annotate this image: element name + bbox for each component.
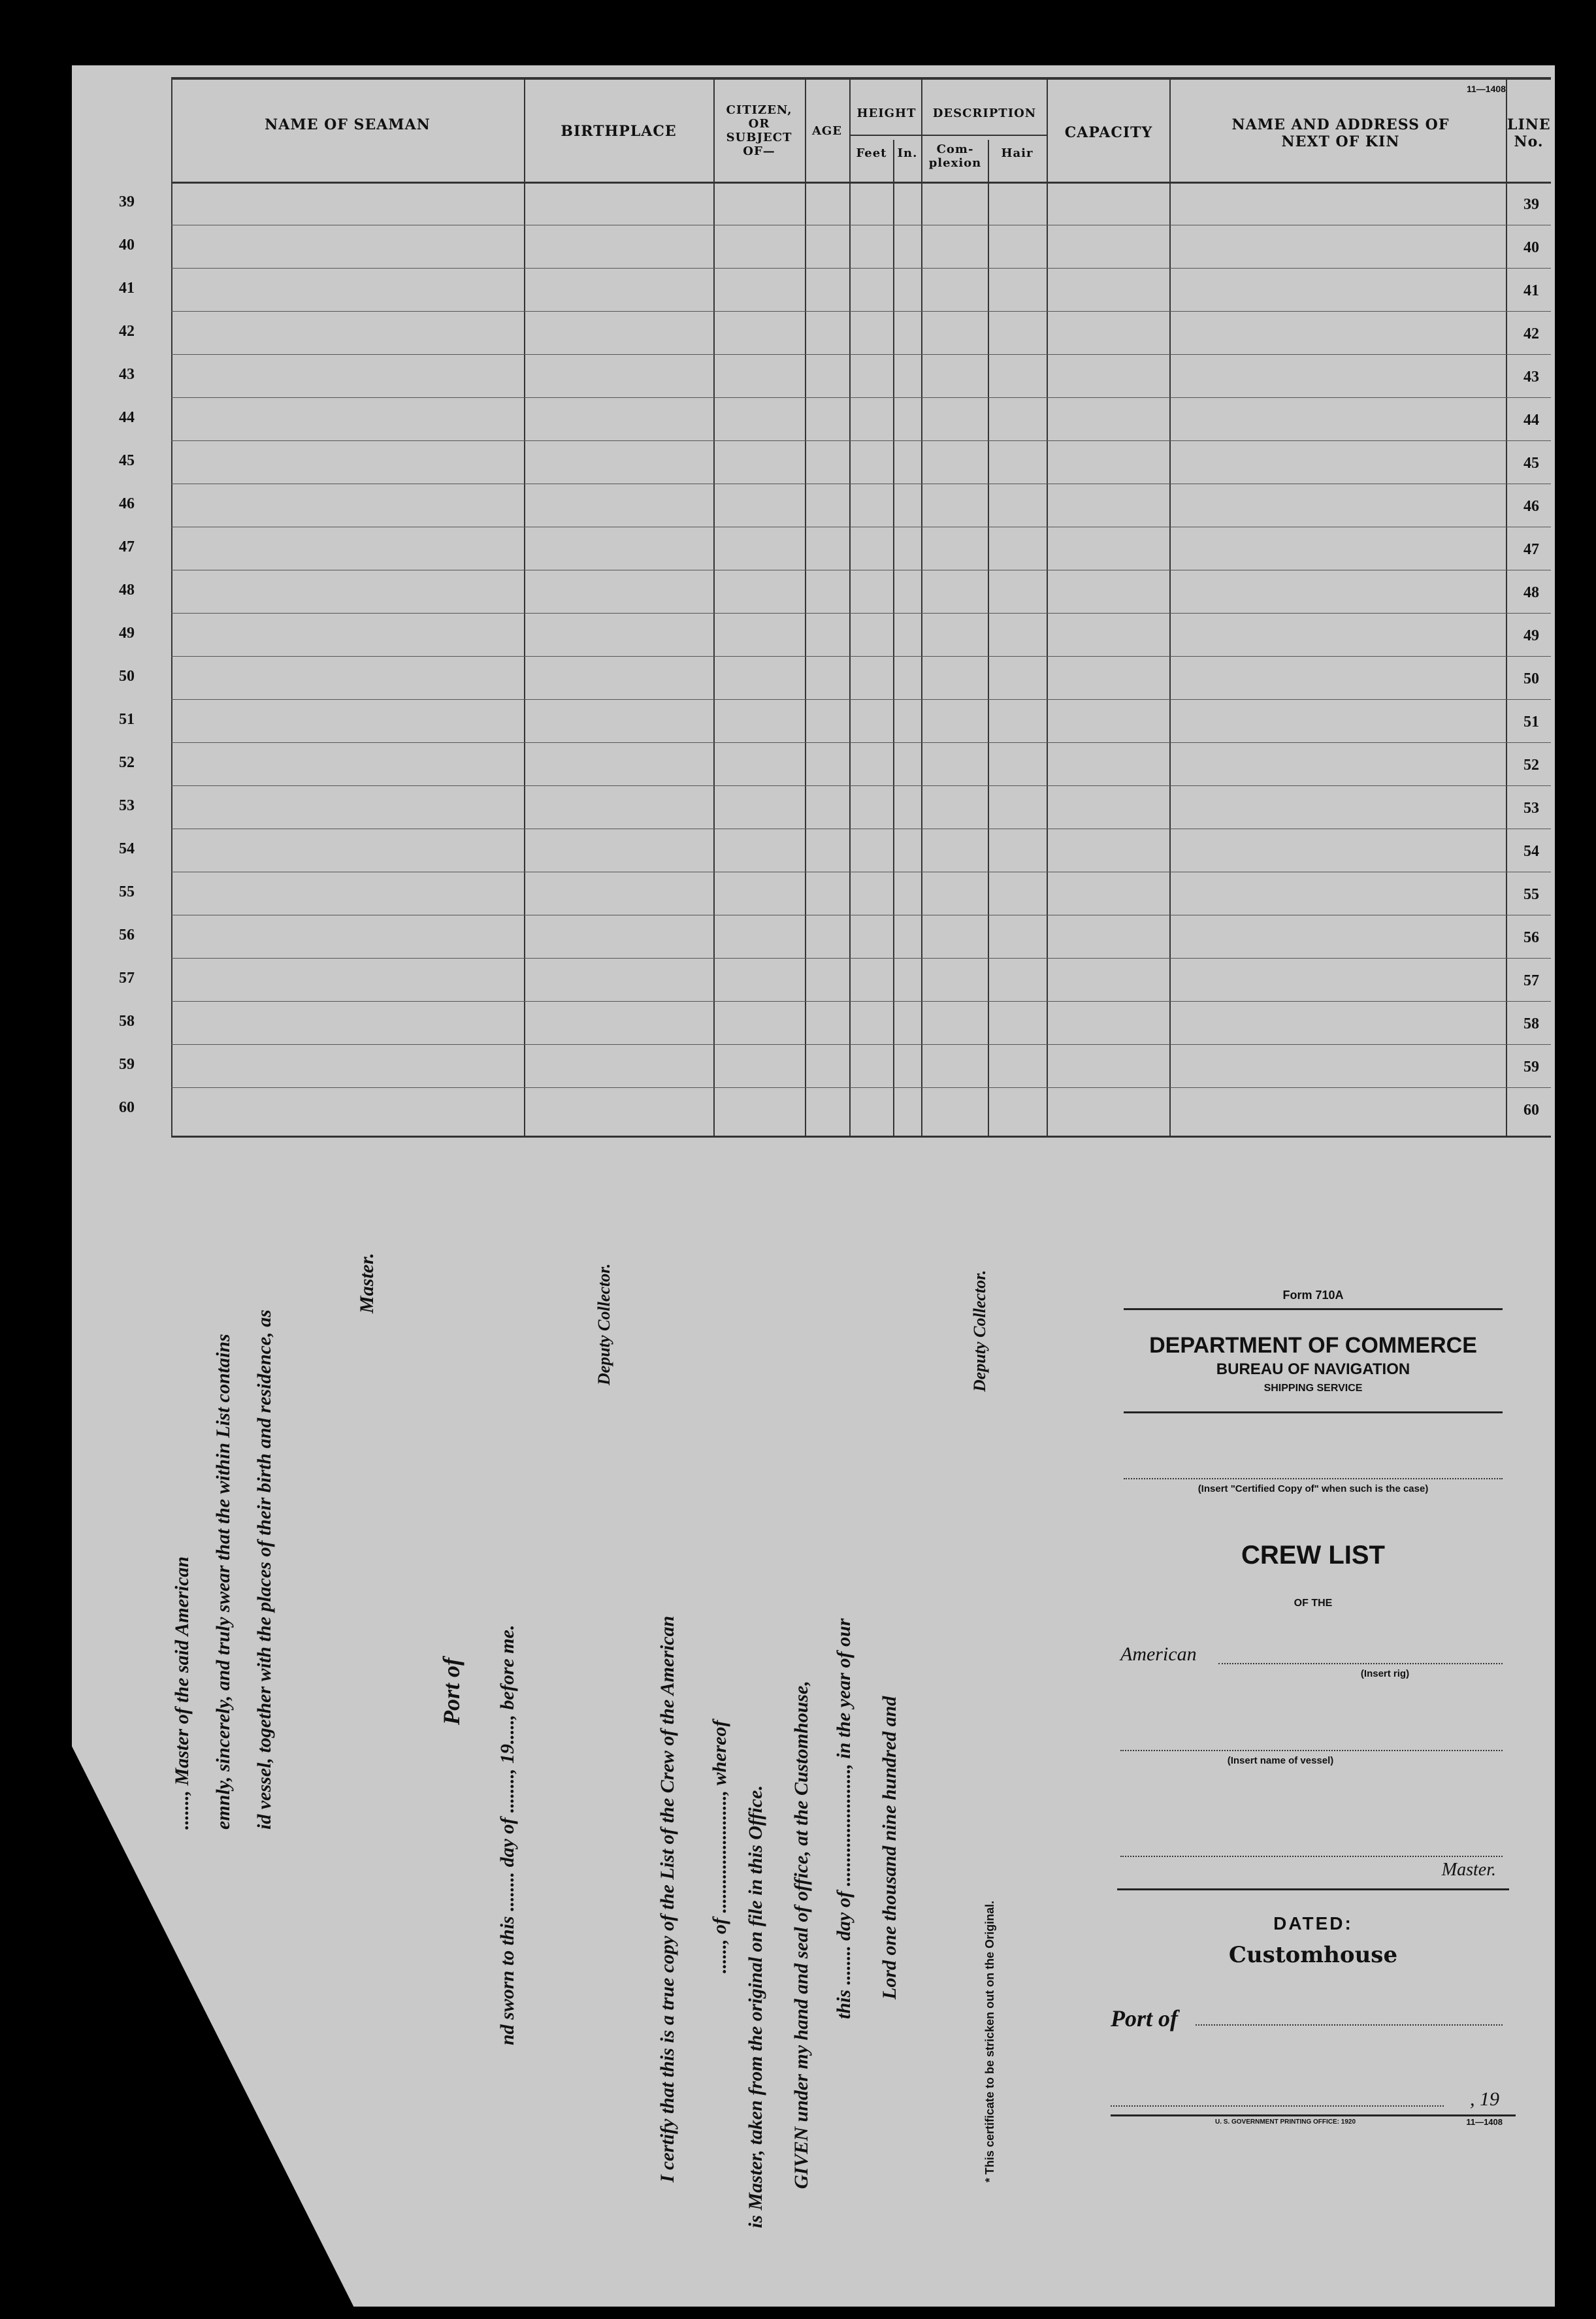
row-number-right: 58 (1523, 1015, 1539, 1032)
affidavit-line1: ......., Master of the said American (171, 1556, 193, 1830)
row-number-left: 44 (119, 409, 135, 426)
sworn-line: nd sworn to this ........ day of ........, 19....., before me. (497, 1624, 518, 2045)
header-description: DESCRIPTION (932, 107, 1037, 120)
this-day-line: this ........ day of ........................, in the year of our (833, 1618, 855, 2019)
dated-label: DATED: (1273, 1913, 1353, 1933)
row-number-right: 52 (1523, 757, 1539, 774)
given-line: GIVEN under my hand and seal of office, at the Customhouse, (790, 1681, 812, 2189)
header-feet: Feet (856, 146, 887, 160)
row-number-right: 44 (1523, 412, 1539, 429)
header-birthplace: BIRTHPLACE (561, 123, 677, 140)
header-in: In. (897, 146, 918, 160)
header-citizen: CITIZEN, OR SUBJECT OF— (726, 103, 792, 158)
row-number-right: 59 (1523, 1059, 1539, 1076)
port-label: Port of (438, 1658, 464, 1725)
row-number-right: 53 (1523, 800, 1539, 817)
row-number-left: 41 (119, 280, 135, 297)
insert-certified-note: (Insert "Certified Copy of" when such is the case) (1197, 1483, 1429, 1494)
row-number-left: 45 (119, 452, 135, 469)
of-the: OF THE (1294, 1598, 1333, 1609)
row-number-left: 42 (119, 323, 135, 340)
header-kin: NAME AND ADDRESS OF NEXT OF KIN (1231, 116, 1450, 150)
of-whereof-line: ......, of ........................, whereof (709, 1720, 730, 1973)
header-capacity: CAPACITY (1064, 124, 1153, 141)
port-of-cover-label: Port of (1111, 2005, 1178, 2031)
row-number-left: 57 (119, 970, 135, 987)
master-cover-label: Master. (1441, 1860, 1496, 1880)
row-number-right: 40 (1523, 239, 1539, 256)
row-number-left: 52 (119, 754, 135, 771)
row-number-left: 51 (119, 711, 135, 728)
form-number: Form 710A (1282, 1289, 1344, 1302)
row-number-right: 49 (1523, 627, 1539, 644)
row-number-left: 58 (119, 1013, 135, 1030)
row-number-left: 54 (119, 840, 135, 857)
header-complexion: Com-plexion (928, 142, 982, 170)
printer-note: U. S. GOVERNMENT PRINTING OFFICE: 1920 (1215, 2118, 1356, 2126)
row-number-left: 48 (119, 582, 135, 599)
row-number-left: 49 (119, 625, 135, 642)
lord-line: Lord one thousand nine hundred and (879, 1696, 900, 1999)
department-title: DEPARTMENT OF COMMERCE (1149, 1333, 1477, 1358)
header-height: HEIGHT (856, 107, 917, 120)
footnote: * This certificate to be stricken out on the Original. (983, 1900, 996, 2182)
row-number-left: 56 (119, 927, 135, 944)
insert-rig-note: (Insert rig) (1360, 1668, 1410, 1679)
row-number-left: 43 (119, 366, 135, 383)
row-number-right: 57 (1523, 972, 1539, 989)
header-name: NAME OF SEAMAN (265, 116, 431, 133)
row-number-left: 50 (119, 668, 135, 685)
crew-list-title: CREW LIST (1241, 1541, 1385, 1570)
affidavit-line2: emnly, sincerely, and truly swear that the within List contains (212, 1334, 234, 1830)
row-number-left: 40 (119, 237, 135, 254)
row-number-right: 39 (1523, 196, 1539, 213)
row-number-right: 48 (1523, 584, 1539, 601)
american-label: American (1120, 1643, 1197, 1665)
row-number-left: 59 (119, 1056, 135, 1073)
row-number-right: 41 (1523, 282, 1539, 299)
row-number-right: 45 (1523, 455, 1539, 472)
year-label: , 19 (1470, 2088, 1499, 2110)
cover-code: 11—1408 (1466, 2117, 1503, 2127)
row-number-left: 39 (119, 193, 135, 210)
row-number-left: 53 (119, 797, 135, 814)
service-title: SHIPPING SERVICE (1263, 1383, 1363, 1394)
crew-table (119, 77, 1551, 1136)
row-number-right: 60 (1523, 1102, 1539, 1119)
insert-vessel-note: (Insert name of vessel) (1227, 1755, 1334, 1766)
row-number-right: 42 (1523, 325, 1539, 342)
row-number-right: 43 (1523, 369, 1539, 386)
row-number-left: 55 (119, 883, 135, 900)
row-number-right: 56 (1523, 929, 1539, 946)
deputy-collector-2: Deputy Collector. (970, 1270, 989, 1392)
row-number-right: 47 (1523, 541, 1539, 558)
affidavit-line3: id vessel, together with the places of their birth and residence, as (253, 1309, 275, 1830)
deputy-collector-1: Deputy Collector. (594, 1263, 613, 1385)
form-code-top: 11—1408 (1467, 84, 1506, 94)
master-taken-line: is Master, taken from the original on file in this Office. (745, 1785, 766, 2228)
row-number-right: 55 (1523, 886, 1539, 903)
header-hair: Hair (1001, 146, 1034, 160)
row-number-left: 60 (119, 1099, 135, 1116)
cover-panel (1111, 1281, 1516, 2182)
header-line: LINE No. (1507, 116, 1551, 150)
row-number-right: 51 (1523, 714, 1539, 731)
row-number-left: 47 (119, 538, 135, 555)
row-number-left: 46 (119, 495, 135, 512)
row-number-right: 50 (1523, 670, 1539, 687)
row-number-right: 54 (1523, 843, 1539, 860)
row-number-right: 46 (1523, 498, 1539, 515)
bureau-title: BUREAU OF NAVIGATION (1216, 1360, 1410, 1378)
customhouse-label: Customhouse (1228, 1942, 1398, 1968)
header-age: AGE (811, 124, 843, 138)
certify-line: I certify that this is a true copy of the List of the Crew of the American (657, 1615, 678, 2182)
master-label: Master. (356, 1253, 378, 1313)
